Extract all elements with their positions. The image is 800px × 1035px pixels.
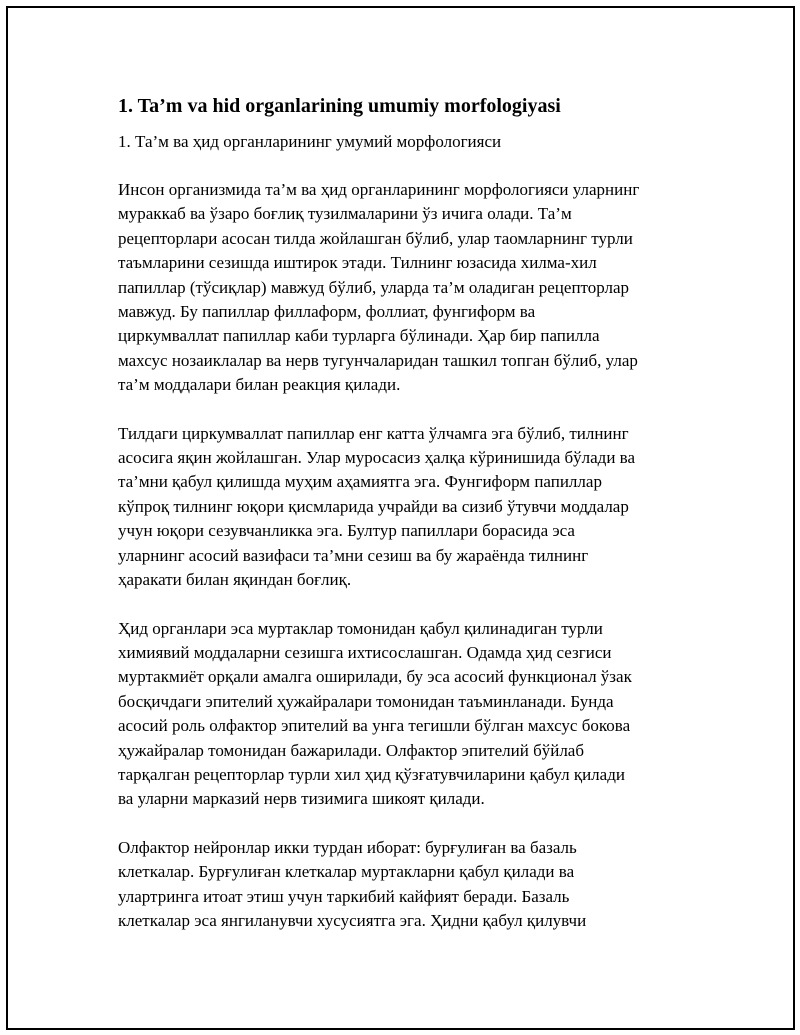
paragraph-4 bbox=[118, 836, 684, 934]
text-line: Инсон организмида та’м ва ҳид органларининг морфологияси уларнинг bbox=[118, 180, 640, 199]
text-line: тарқалган рецепторлар турли хил ҳид қўзғатувчиларини қабул қилади bbox=[118, 764, 625, 784]
text-line: клеткалар эса янгиланувчи хусусиятга эга. Ҳидни қабул қилувчи bbox=[118, 910, 587, 930]
text-line: мавжуд. Бу папиллар филлаформ, фоллиат, фунгиформ ва bbox=[118, 302, 536, 322]
text-line: циркумваллат папиллар каби турларга бўлинади. Ҳар бир папилла bbox=[118, 326, 600, 346]
text-line: та’мни қабул қилишда муҳим аҳамиятга эга. Фунгиформ папиллар bbox=[118, 472, 602, 492]
paragraph-1 bbox=[118, 178, 684, 398]
text-line: уларнинг асосий вазифаси та’мни сезиш ва бу жараёнда тилнинг bbox=[118, 545, 589, 565]
text-line: махсус нозаиклалар ва нерв тугунчаларидан ташкил топган бўлиб, улар bbox=[118, 350, 638, 370]
text-line: ҳужайралар томонидан бажарилади. Олфактор эпителий бўйлаб bbox=[118, 740, 585, 760]
paragraph-3 bbox=[118, 617, 684, 812]
text-line: ва уларни марказий нерв тизимига шикоят қилади. bbox=[118, 789, 485, 809]
text-line: муртакмиёт орқали амалга оширилади, бу эса асосий функционал ўзак bbox=[118, 667, 632, 687]
text-line: улартринга итоат этиш учун таркибий кайфият беради. Базаль bbox=[118, 886, 570, 906]
text-line: кўпроқ тилнинг юқори қисмларида учрайди ва сизиб ўтувчи моддалар bbox=[118, 496, 629, 516]
text-line: клеткалар. Бурғулиған клеткалар муртакларни қабул қилади ва bbox=[118, 862, 575, 882]
text-line: химиявий моддаларни сезишга ихтисослашган. Одамда ҳид сезгиси bbox=[118, 642, 612, 662]
text-line: таъмларини сезишда иштирок этади. Тилнинг юзасида хилма-хил bbox=[118, 253, 597, 273]
text-line: ҳаракати билан яқиндан боғлиқ. bbox=[118, 570, 352, 590]
document-body bbox=[118, 92, 684, 957]
text-line: Ҳид органлари эса муртаклар томонидан қабул қилинадиган турли bbox=[118, 618, 603, 638]
text-line: мураккаб ва ўзаро боғлиқ тузилмаларини ўз ичига олади. Та’м bbox=[118, 204, 572, 224]
text-line: Олфактор нейронлар икки турдан иборат: бурғулиған ва базаль bbox=[118, 837, 577, 857]
paragraph-2 bbox=[118, 422, 684, 593]
text-line: папиллар (тўсиқлар) мавжуд бўлиб, уларда та’м оладиган рецепторлар bbox=[118, 277, 630, 297]
text-line: асосига яқин жойлашган. Улар муросасиз ҳалқа кўринишида бўлади ва bbox=[118, 448, 636, 468]
text-line: та’м моддалари билан реакция қилади. bbox=[118, 375, 401, 395]
text-line: босқичдаги эпителий ҳужайралари томонидан таъминланади. Бунда bbox=[118, 691, 614, 711]
text-line: рецепторлари асосан тилда жойлашган бўлиб, улар таомларнинг турли bbox=[118, 228, 633, 248]
document-title: 1. Ta’m va hid organlarining umumiy morfologiyasi bbox=[118, 95, 561, 117]
text-line: асосий роль олфактор эпителий ва унга тегишли бўлган махсус бокова bbox=[118, 716, 631, 736]
text-line: Тилдаги циркумваллат папиллар енг катта ўлчамга эга бўлиб, тилнинг bbox=[118, 423, 629, 443]
text-line: учун юқори сезувчанликка эга. Бултур папиллари борасида эса bbox=[118, 521, 575, 541]
document-subtitle: 1. Та’м ва ҳид органларининг умумий морфологияси bbox=[118, 132, 502, 151]
